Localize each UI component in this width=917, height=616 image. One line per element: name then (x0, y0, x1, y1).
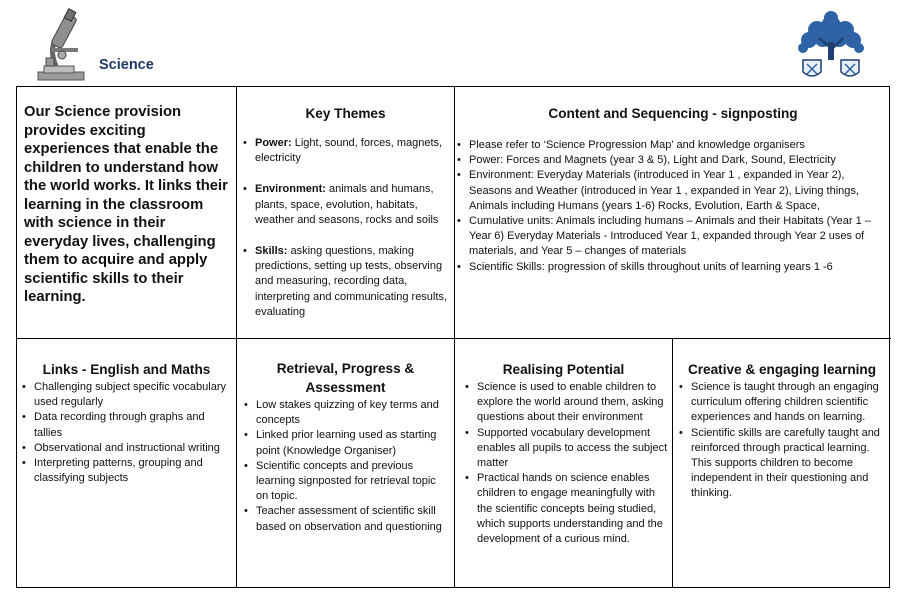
list-item: • Please refer to ‘Science Progression Map’ and knowledge organisers (469, 138, 885, 153)
list-item: • Supported vocabulary development enables all pupils to access the subject matter (477, 426, 668, 472)
list-item: • Linked prior learning used as starting point (Knowledge Organiser) (256, 428, 450, 458)
content-sequencing-list (455, 138, 891, 275)
links-list (17, 380, 236, 486)
retrieval-list (237, 398, 454, 535)
potential-list (455, 380, 672, 547)
science-overview-table (16, 86, 890, 588)
list-item: • Practical hands on science enables children to engage meaningfully with the scientific concepts being studied, which supports understanding and the development of a curious mind. (477, 471, 668, 547)
page-header (0, 0, 917, 86)
key-themes-heading: Key Themes (305, 106, 386, 121)
list-item: • Science is taught through an engaging curriculum offering children scientific experiences and hands on learning. (691, 380, 887, 426)
creative-list (673, 380, 891, 502)
potential-heading: Realising Potential (502, 362, 625, 377)
list-item: • Science is used to enable children to explore the world around them, asking questions about their environment (477, 380, 668, 426)
list-item: • Interpreting patterns, grouping and classifying subjects (34, 456, 228, 486)
microscope-icon (28, 8, 98, 84)
list-item: • Scientific Skills: progression of skills throughout units of learning years 1 -6 (469, 260, 885, 275)
key-themes-cell (237, 87, 455, 339)
list-item: • Scientific skills are carefully taught and reinforced through practical learning. This supports children to become independent in their questioning and thinking. (691, 426, 887, 502)
list-item: • Challenging subject specific vocabulary used regularly (34, 380, 228, 410)
intro-cell (17, 87, 237, 339)
content-sequencing-cell (455, 87, 891, 339)
creative-cell (673, 339, 891, 587)
links-cell (17, 339, 237, 587)
page-title: Science (99, 57, 154, 73)
list-item: • Environment: animals and humans, plants, space, evolution, habitats, weather and seasons, rocks and soils (255, 182, 450, 228)
key-themes-list (237, 136, 454, 320)
list-item: • Environment: Everyday Materials (introduced in Year 1 , expanded in Year 2), Seasons and Weather (introduced in Year 1 , expanded in Year 2), Living things, Animals including Humans (years 1-6) Rocks, Evolution, Earth & Space, (469, 168, 885, 214)
list-item: • Data recording through graphs and tallies (34, 410, 228, 440)
list-item: • Scientific concepts and previous learning signposted for retrieval topic on topic. (256, 459, 450, 505)
list-item: • Power: Light, sound, forces, magnets, electricity (255, 136, 450, 166)
intro-text: Our Science provision provides exciting experiences that enable the children to understand how the world works. It links their learning in the classroom with science in their everyday lives, challenging them to acquire and apply scientific skills to their learning. (24, 104, 228, 305)
retrieval-heading: Retrieval, Progress & Assessment (276, 361, 415, 395)
list-item: • Observational and instructional writing (34, 441, 228, 456)
potential-cell (455, 339, 673, 587)
list-item: • Low stakes quizzing of key terms and concepts (256, 398, 450, 428)
school-tree-crest-logo (793, 8, 869, 84)
list-item: • Skills: asking questions, making predictions, setting up tests, observing and measuring, recording data, interpreting and communicating results, evaluating (255, 244, 450, 320)
creative-heading: Creative & engaging learning (687, 362, 877, 377)
retrieval-cell (237, 339, 455, 587)
list-item: • Teacher assessment of scientific skill based on observation and questioning (256, 504, 450, 534)
list-item: • Cumulative units: Animals including humans – Animals and their Habitats (Year 1 – Year 6) Everyday Materials - Introduced Year 1, expanded through Year 2 uses of materials, and Year 5 – changes of materials (469, 214, 885, 260)
content-sequencing-heading: Content and Sequencing - signposting (548, 106, 798, 121)
links-heading: Links - English and Maths (42, 362, 211, 377)
list-item: • Power: Forces and Magnets (year 3 & 5), Light and Dark, Sound, Electricity (469, 153, 885, 168)
